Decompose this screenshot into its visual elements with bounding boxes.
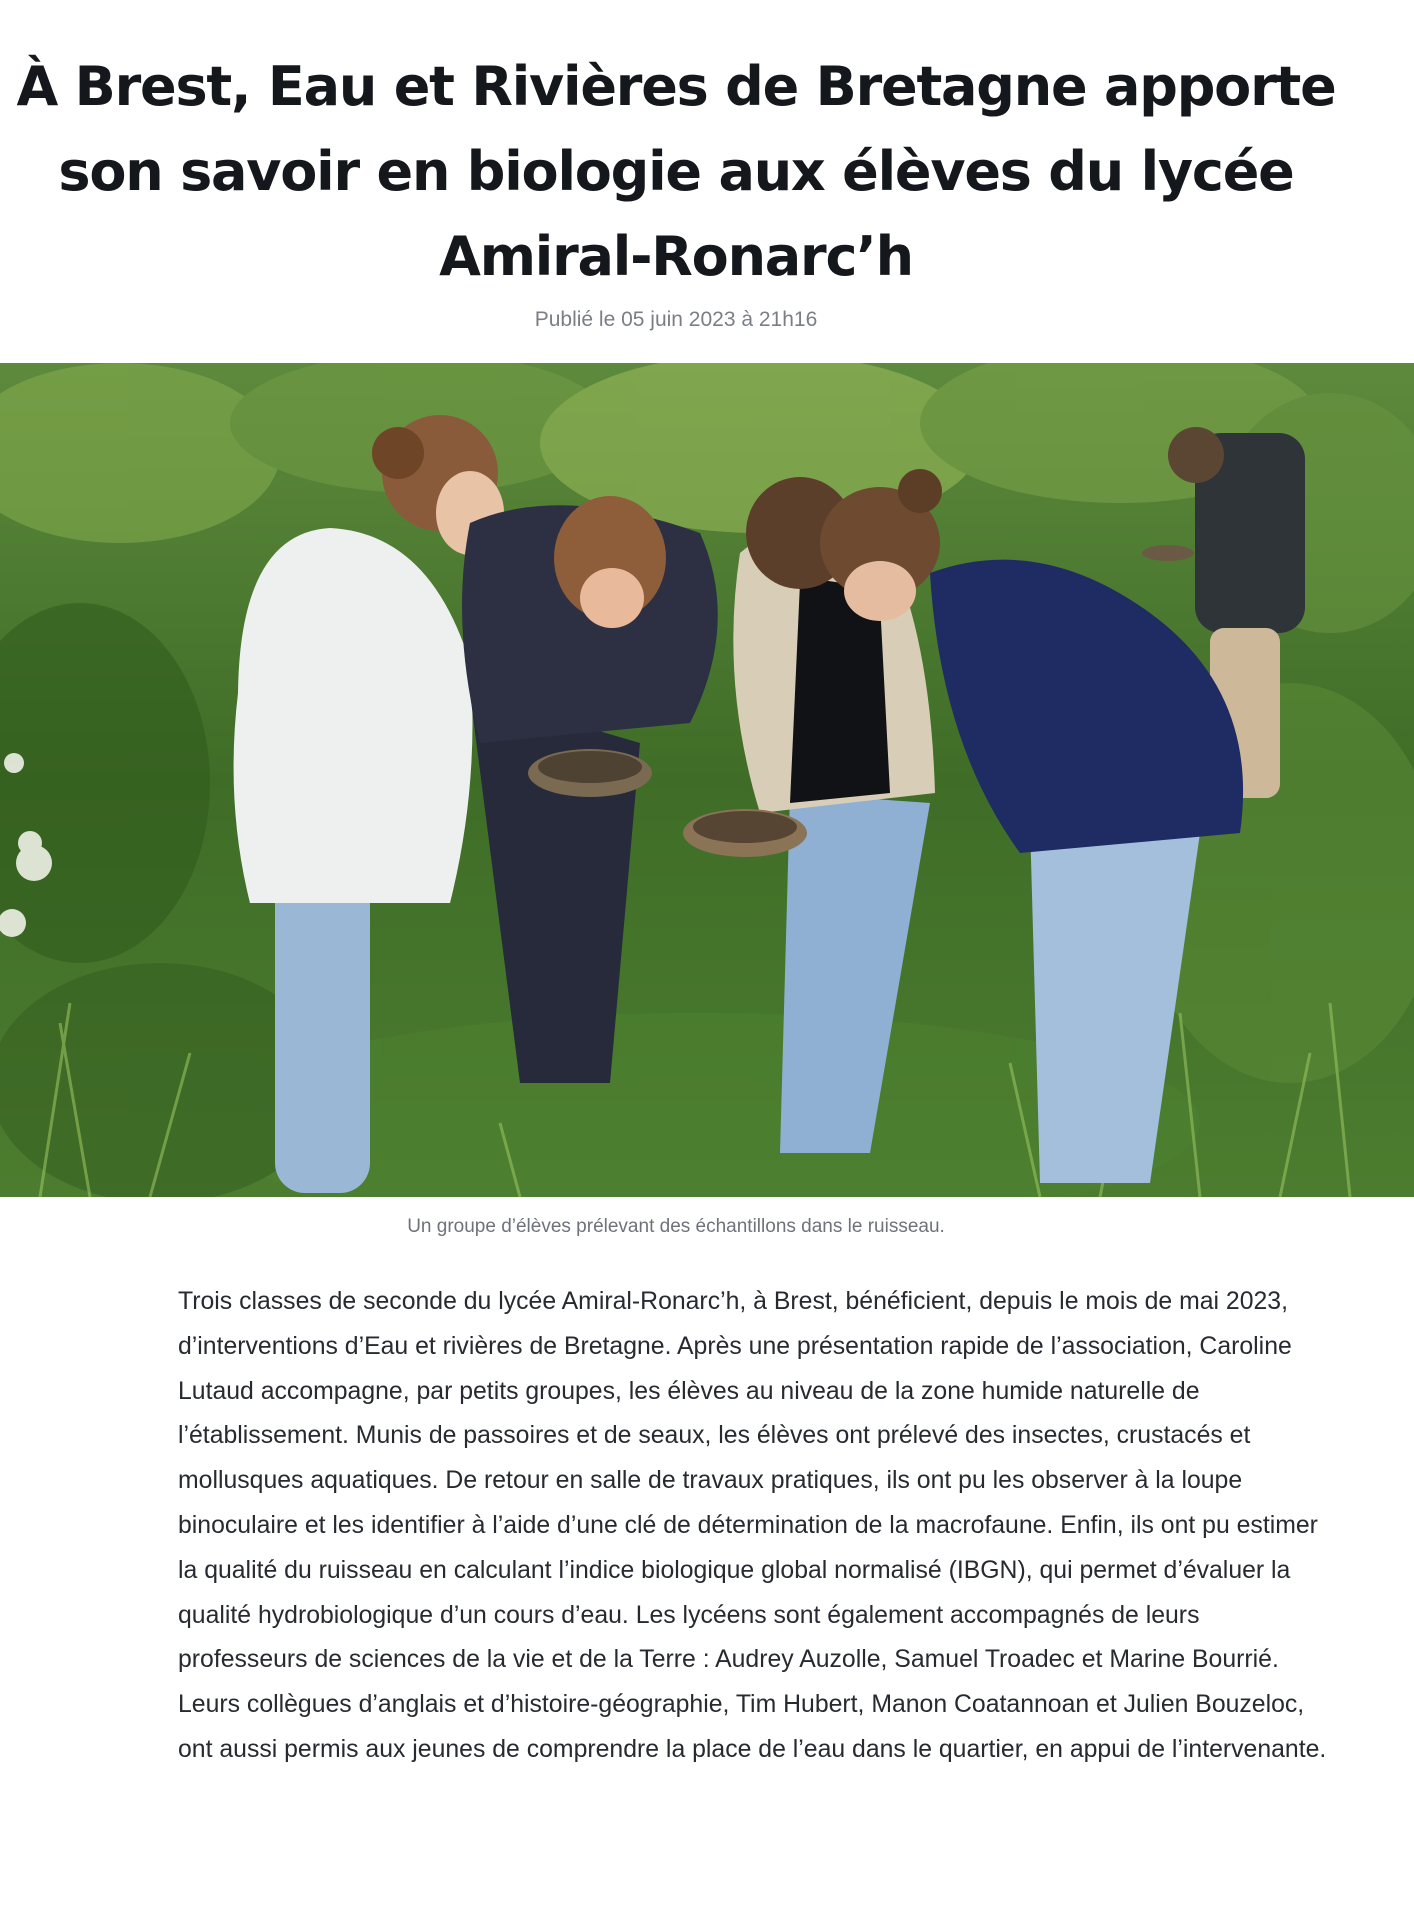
publication-date: Publié le 05 juin 2023 à 21h16: [534, 308, 818, 331]
article-body: Trois classes de seconde du lycée Amiral-Ronarc’h, à Brest, bénéficient, depuis le mois de mai 2023, d’interventions d’Eau et rivières de Bretagne. Après une présentation rapide de l’association, Caroline Lutaud accompagne, par petits groupes, les élèves au niveau de la zone humide naturelle de l’établissement. Munis de passoires et de seaux, les élèves ont prélevé des insectes, crustacés et mollusques aquatiques. De retour en salle de travaux pratiques, ils ont pu les observer à la loupe binoculaire et les identifier à l’aide d’une clé de détermination de la macrofaune. Enfin, ils ont pu estimer la qualité du ruisseau en calculant l’indice biologique global normalisé (IBGN), qui permet d’évaluer la qualité hydrobiologique d’un cours d’eau. Les lycéens sont également accompagnés de leurs professeurs de sciences de la vie et de la Terre : Audrey Auzolle, Samuel Troadec et Marine Bourrié. Leurs collègues d’anglais et d’histoire-géographie, Tim Hubert, Manon Coatannoan et Julien Bouzeloc, ont aussi permis aux jeunes de comprendre la place de l’eau dans le quartier, en appui de l’intervenante.: [178, 1288, 1327, 1763]
article-photo: [0, 363, 1414, 1197]
article-headline: À Brest, Eau et Rivières de Bretagne apporte son savoir en biologie aux élèves du lycée Amiral-Ronarc’h: [16, 55, 1336, 288]
photo-caption: Un groupe d’élèves prélevant des échantillons dans le ruisseau.: [407, 1216, 945, 1237]
